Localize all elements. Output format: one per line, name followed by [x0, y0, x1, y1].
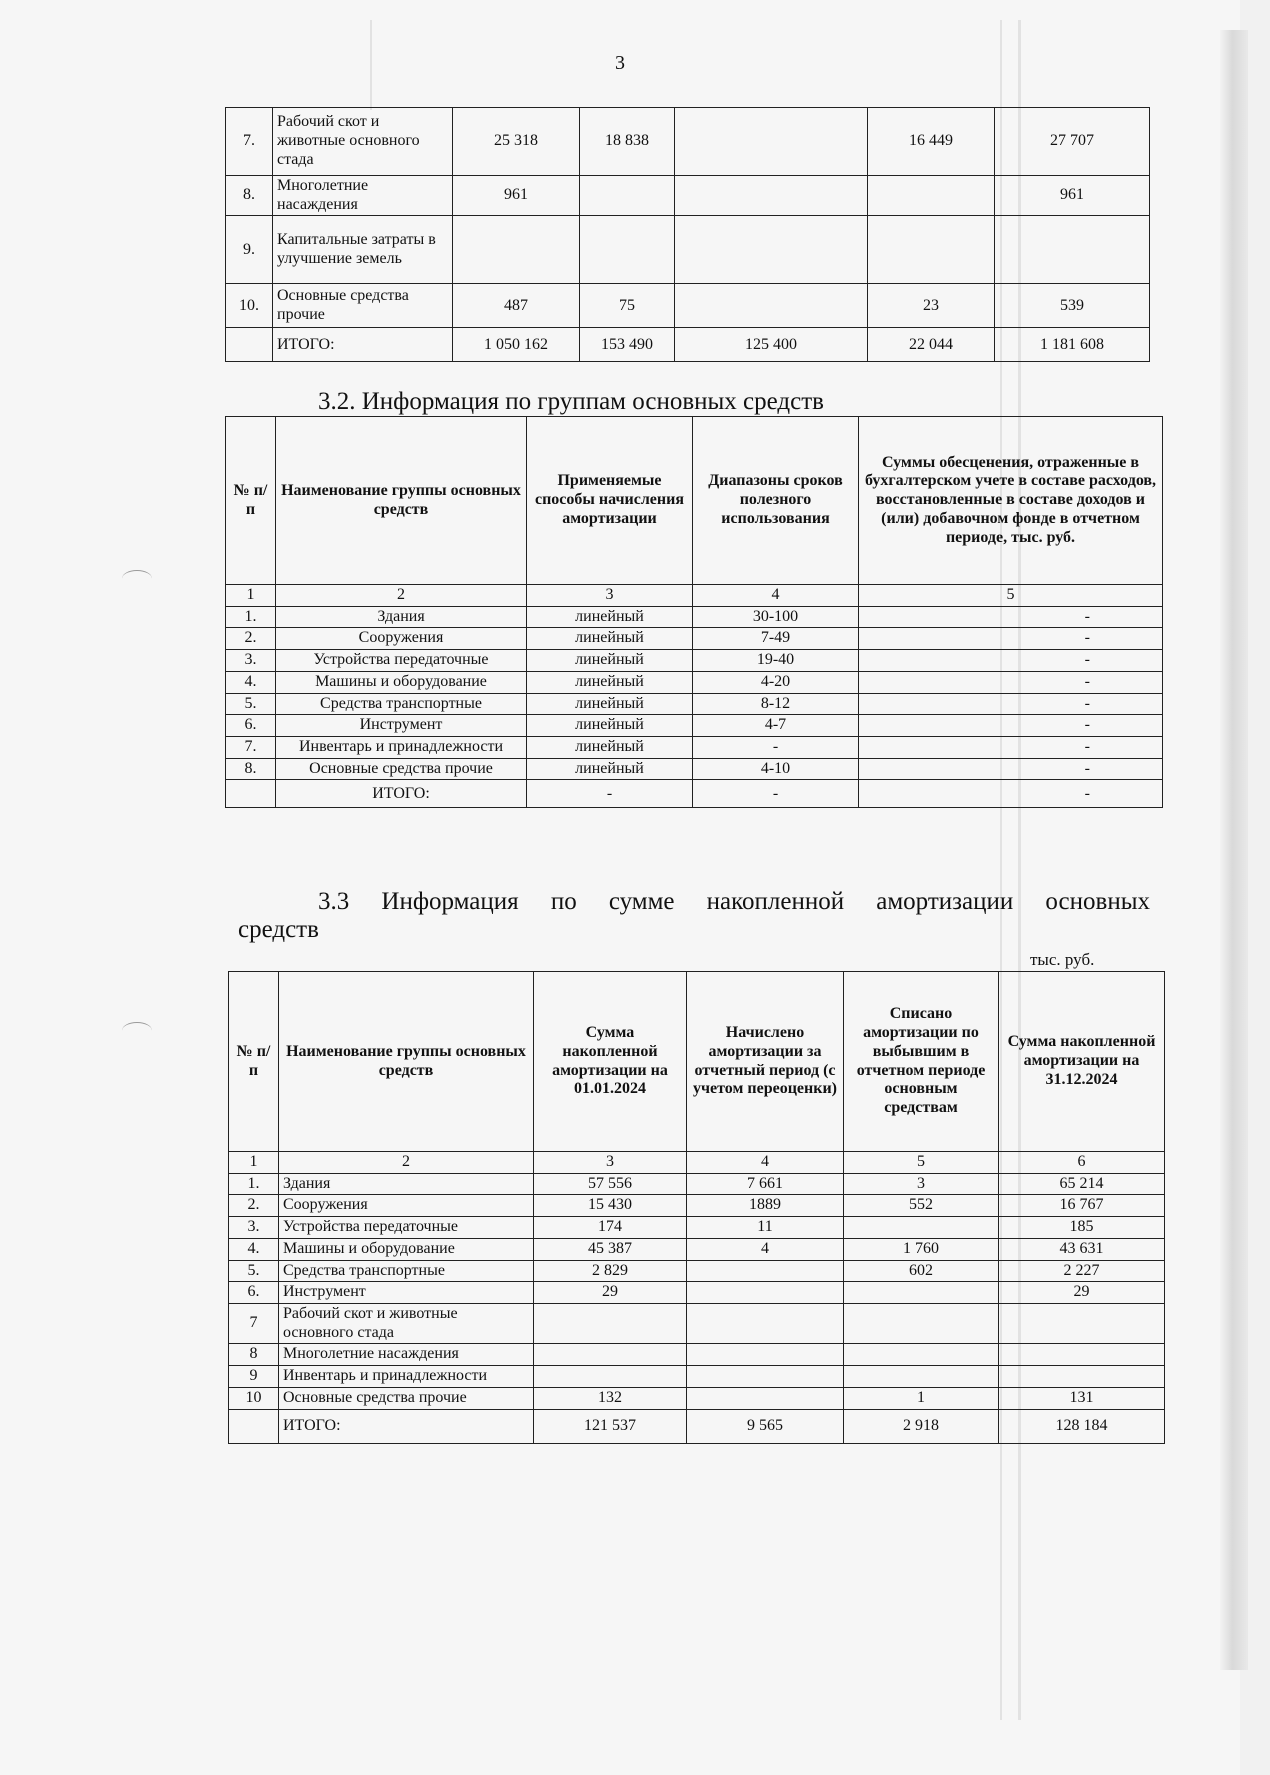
row-number-cell: 8. [226, 758, 276, 780]
range-cell: 19-40 [693, 650, 859, 672]
value-cell: 121 537 [534, 1409, 687, 1443]
value-cell [844, 1344, 999, 1366]
impairment-cell: - [859, 715, 1163, 737]
value-cell: 185 [999, 1217, 1165, 1239]
row-number-cell: 9 [229, 1366, 279, 1388]
row-number-cell: 10 [229, 1387, 279, 1409]
value-cell [687, 1282, 844, 1304]
value-cell: 29 [534, 1282, 687, 1304]
header-cell: Наименование группы основных средств [279, 972, 534, 1152]
value-cell [534, 1304, 687, 1344]
column-number-row [229, 1152, 1165, 1174]
header-cell: Сумма накопленной амортизации на 01.01.2024 [534, 972, 687, 1152]
value-cell: 2 829 [534, 1260, 687, 1282]
row-name-cell: ИТОГО: [273, 328, 453, 362]
value-cell: 132 [534, 1387, 687, 1409]
column-number: 5 [844, 1152, 999, 1174]
table-row [226, 650, 1163, 672]
value-cell [534, 1366, 687, 1388]
column-number: 1 [229, 1152, 279, 1174]
row-name-cell: Средства транспортные [279, 1260, 534, 1282]
method-cell: линейный [527, 650, 693, 672]
table-row [226, 758, 1163, 780]
method-cell: линейный [527, 758, 693, 780]
value-cell: 128 184 [999, 1409, 1165, 1443]
table-row [226, 176, 1150, 216]
total-row [226, 780, 1163, 808]
header-cell: Суммы обесценения, отраженные в бухгалтерском учете в составе расходов, восстановленные в составе доходов и (или) добавочном фонде в отчетном периоде, тыс. руб. [859, 417, 1163, 585]
value-cell: 487 [453, 284, 580, 328]
section-3-2-title: 3.2. Информация по группам основных средств [318, 388, 824, 415]
table-row [226, 693, 1163, 715]
value-cell: 1 050 162 [453, 328, 580, 362]
total-label-cell: ИТОГО: [276, 780, 527, 808]
table-row [226, 671, 1163, 693]
section-3-3-title-line2: средств [238, 916, 319, 943]
value-cell: 602 [844, 1260, 999, 1282]
value-cell [580, 216, 675, 284]
value-cell: 1 [844, 1387, 999, 1409]
range-cell: 30-100 [693, 606, 859, 628]
value-cell: 174 [534, 1217, 687, 1239]
header-cell: Начислено амортизации за отчетный период (с учетом переоценки) [687, 972, 844, 1152]
value-cell: 961 [995, 176, 1150, 216]
range-cell: - [693, 737, 859, 759]
row-number-cell: 1. [226, 606, 276, 628]
table-row [229, 1282, 1165, 1304]
range-cell: 4-7 [693, 715, 859, 737]
row-number-cell: 3. [226, 650, 276, 672]
row-name-cell: Основные средства прочие [276, 758, 527, 780]
row-number-cell: 9. [226, 216, 273, 284]
table-row [226, 737, 1163, 759]
header-cell: № п/п [229, 972, 279, 1152]
table-row [229, 1173, 1165, 1195]
row-number-cell: 7. [226, 737, 276, 759]
value-cell: 57 556 [534, 1173, 687, 1195]
header-cell: Списано амортизации по выбывшим в отчетном периоде основным средствам [844, 972, 999, 1152]
impairment-cell: - [859, 780, 1163, 808]
row-number-cell: 4. [229, 1238, 279, 1260]
value-cell [995, 216, 1150, 284]
total-row [229, 1409, 1165, 1443]
table-row [229, 1238, 1165, 1260]
row-name-cell: Капитальные затраты в улучшение земель [273, 216, 453, 284]
method-cell: линейный [527, 628, 693, 650]
value-cell [999, 1344, 1165, 1366]
value-cell [687, 1387, 844, 1409]
value-cell: 9 565 [687, 1409, 844, 1443]
column-number-row [226, 585, 1163, 607]
impairment-cell: - [859, 693, 1163, 715]
value-cell [687, 1304, 844, 1344]
column-number: 2 [276, 585, 527, 607]
row-number-cell: 6. [226, 715, 276, 737]
header-cell: Диапазоны сроков полезного использования [693, 417, 859, 585]
value-cell: 43 631 [999, 1238, 1165, 1260]
row-name-cell: Здания [276, 606, 527, 628]
accumulated-depreciation-table [228, 971, 1165, 1444]
row-number-cell: 10. [226, 284, 273, 328]
row-name-cell: Инвентарь и принадлежности [279, 1366, 534, 1388]
value-cell: 131 [999, 1387, 1165, 1409]
value-cell: 153 490 [580, 328, 675, 362]
table-header-row [229, 972, 1165, 1152]
row-name-cell: Машины и оборудование [279, 1238, 534, 1260]
row-number-cell: 7. [226, 108, 273, 176]
range-cell: - [693, 780, 859, 808]
row-name-cell: Многолетние насаждения [273, 176, 453, 216]
header-cell: Сумма накопленной амортизации на 31.12.2024 [999, 972, 1165, 1152]
punch-hole-mark [122, 1022, 152, 1039]
punch-hole-mark [122, 570, 152, 587]
impairment-cell: - [859, 737, 1163, 759]
header-cell: Применяемые способы начисления амортизации [527, 417, 693, 585]
fixed-assets-movement-table [225, 107, 1150, 362]
value-cell [844, 1217, 999, 1239]
value-cell [675, 108, 868, 176]
value-cell: 75 [580, 284, 675, 328]
column-number: 4 [693, 585, 859, 607]
column-number: 2 [279, 1152, 534, 1174]
method-cell: линейный [527, 606, 693, 628]
value-cell [868, 176, 995, 216]
value-cell: 29 [999, 1282, 1165, 1304]
value-cell: 16 767 [999, 1195, 1165, 1217]
row-number-cell: 5. [229, 1260, 279, 1282]
value-cell [687, 1366, 844, 1388]
row-number-cell: 8. [226, 176, 273, 216]
value-cell: 65 214 [999, 1173, 1165, 1195]
section-3-3-title-line1: 3.3 Информация по сумме накопленной амортизации основных [318, 888, 1150, 915]
value-cell: 552 [844, 1195, 999, 1217]
table-row [229, 1344, 1165, 1366]
table-row [229, 1366, 1165, 1388]
value-cell: 539 [995, 284, 1150, 328]
value-cell: 11 [687, 1217, 844, 1239]
column-number: 5 [859, 585, 1163, 607]
row-number-cell: 7 [229, 1304, 279, 1344]
table-header-row [226, 417, 1163, 585]
row-number-cell: 3. [229, 1217, 279, 1239]
value-cell: 15 430 [534, 1195, 687, 1217]
value-cell: 1 181 608 [995, 328, 1150, 362]
value-cell: 1889 [687, 1195, 844, 1217]
column-number: 3 [534, 1152, 687, 1174]
total-label-cell: ИТОГО: [279, 1409, 534, 1443]
column-number: 6 [999, 1152, 1165, 1174]
row-name-cell: Многолетние насаждения [279, 1344, 534, 1366]
row-number-cell: 2. [229, 1195, 279, 1217]
table-row [226, 216, 1150, 284]
header-cell: № п/п [226, 417, 276, 585]
total-row [226, 328, 1150, 362]
value-cell: 7 661 [687, 1173, 844, 1195]
value-cell [868, 216, 995, 284]
table-row [226, 108, 1150, 176]
value-cell [687, 1260, 844, 1282]
value-cell [675, 284, 868, 328]
row-name-cell: Здания [279, 1173, 534, 1195]
value-cell: 2 227 [999, 1260, 1165, 1282]
row-number-cell: 8 [229, 1344, 279, 1366]
table-row [229, 1217, 1165, 1239]
units-label: тыс. руб. [1030, 950, 1095, 969]
row-name-cell: Инструмент [279, 1282, 534, 1304]
table-row [226, 715, 1163, 737]
row-number-cell: 1. [229, 1173, 279, 1195]
row-number-cell: 4. [226, 671, 276, 693]
method-cell: линейный [527, 715, 693, 737]
column-number: 3 [527, 585, 693, 607]
empty-cell [229, 1409, 279, 1443]
value-cell [999, 1366, 1165, 1388]
method-cell: линейный [527, 671, 693, 693]
impairment-cell: - [859, 650, 1163, 672]
row-name-cell: Сооружения [276, 628, 527, 650]
row-number-cell: 5. [226, 693, 276, 715]
value-cell [675, 176, 868, 216]
row-number-cell [226, 328, 273, 362]
row-number-cell: 2. [226, 628, 276, 650]
method-cell: линейный [527, 693, 693, 715]
table-row [226, 606, 1163, 628]
row-name-cell: Рабочий скот и животные основного стада [273, 108, 453, 176]
row-name-cell: Основные средства прочие [279, 1387, 534, 1409]
value-cell [534, 1344, 687, 1366]
page-number: 3 [615, 52, 625, 74]
empty-cell [226, 780, 276, 808]
table-row [226, 628, 1163, 650]
table-row [229, 1260, 1165, 1282]
value-cell: 3 [844, 1173, 999, 1195]
row-name-cell: Основные средства прочие [273, 284, 453, 328]
row-name-cell: Средства транспортные [276, 693, 527, 715]
method-cell: линейный [527, 737, 693, 759]
range-cell: 4-10 [693, 758, 859, 780]
range-cell: 7-49 [693, 628, 859, 650]
method-cell: - [527, 780, 693, 808]
value-cell: 18 838 [580, 108, 675, 176]
value-cell [675, 216, 868, 284]
value-cell: 4 [687, 1238, 844, 1260]
value-cell: 23 [868, 284, 995, 328]
scan-edge-shadow [1220, 30, 1248, 1670]
impairment-cell: - [859, 758, 1163, 780]
value-cell: 16 449 [868, 108, 995, 176]
row-name-cell: Устройства передаточные [279, 1217, 534, 1239]
value-cell: 125 400 [675, 328, 868, 362]
column-number: 1 [226, 585, 276, 607]
row-number-cell: 6. [229, 1282, 279, 1304]
row-name-cell: Инвентарь и принадлежности [276, 737, 527, 759]
value-cell [844, 1366, 999, 1388]
row-name-cell: Сооружения [279, 1195, 534, 1217]
value-cell: 2 918 [844, 1409, 999, 1443]
table-row [226, 284, 1150, 328]
impairment-cell: - [859, 628, 1163, 650]
row-name-cell: Устройства передаточные [276, 650, 527, 672]
value-cell [844, 1282, 999, 1304]
value-cell [453, 216, 580, 284]
value-cell: 961 [453, 176, 580, 216]
value-cell: 1 760 [844, 1238, 999, 1260]
impairment-cell: - [859, 671, 1163, 693]
section-3-3-title [238, 888, 1150, 944]
row-name-cell: Инструмент [276, 715, 527, 737]
header-cell: Наименование группы основных средств [276, 417, 527, 585]
value-cell [999, 1304, 1165, 1344]
value-cell: 45 387 [534, 1238, 687, 1260]
range-cell: 4-20 [693, 671, 859, 693]
value-cell [687, 1344, 844, 1366]
value-cell: 25 318 [453, 108, 580, 176]
value-cell: 22 044 [868, 328, 995, 362]
value-cell: 27 707 [995, 108, 1150, 176]
row-name-cell: Рабочий скот и животные основного стада [279, 1304, 534, 1344]
table-row [229, 1304, 1165, 1344]
impairment-cell: - [859, 606, 1163, 628]
column-number: 4 [687, 1152, 844, 1174]
asset-groups-table [225, 416, 1163, 808]
table-row [229, 1195, 1165, 1217]
value-cell [580, 176, 675, 216]
value-cell [844, 1304, 999, 1344]
row-name-cell: Машины и оборудование [276, 671, 527, 693]
range-cell: 8-12 [693, 693, 859, 715]
table-row [229, 1387, 1165, 1409]
